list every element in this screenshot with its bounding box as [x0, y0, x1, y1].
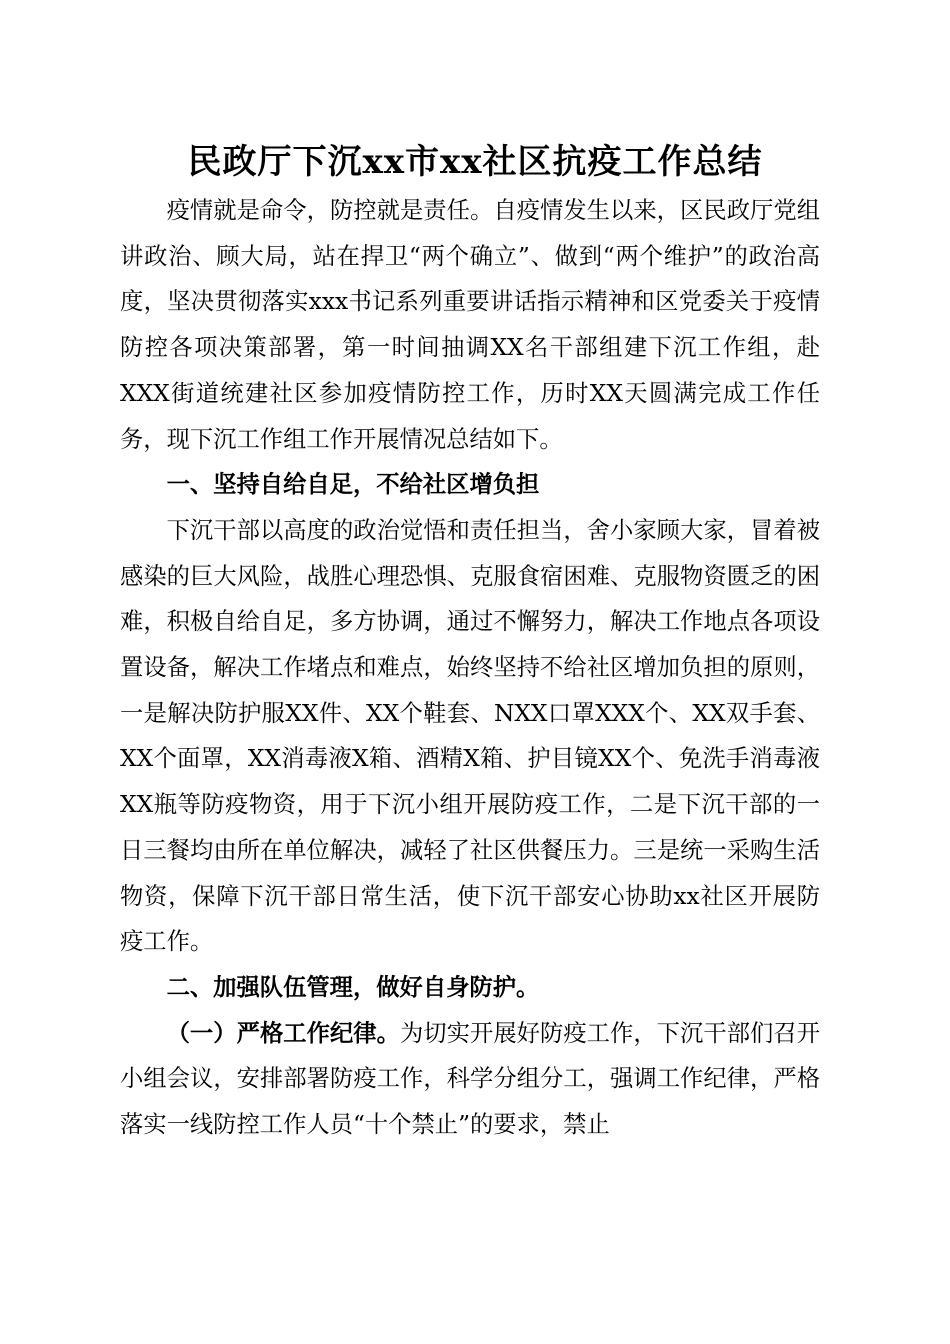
subsection-1-heading: （一）严格工作纪律。: [166, 1019, 400, 1047]
section-1-heading: 一、坚持自给自足，不给社区增负担: [166, 471, 540, 499]
document-title: 民政厅下沉xx市xx社区抗疫工作总结: [187, 142, 763, 182]
section-2-heading: 二、加强队伍管理，做好自身防护。: [166, 973, 540, 1001]
section-2-paragraph-1: [120, 1011, 820, 1148]
intro-paragraph: 疫情就是命令，防控就是责任。自疫情发生以来，区民政厅党组讲政治、顾大局，站在捍卫“两个确立”、做到“两个维护”的政治高度，坚决贯彻落实xxx书记系列重要讲话指示精神和区党委关于疫情防控各项决策部署，第一时间抽调XX名干部组建下沉工作组，赴XXX街道统建社区参加疫情防控工作，历时XX天圆满完成工作任务，现下沉工作组工作开展情况总结如下。: [120, 197, 820, 453]
subsection-1-body: 为切实开展好防疫工作，下沉干部们召开小组会议，安排部署防疫工作，科学分组分工，强调工作纪律，严格落实一线防控工作人员“十个禁止”的要求，禁止: [120, 1019, 821, 1139]
document-body: [120, 188, 820, 1148]
section-1-paragraph: 下沉干部以高度的政治觉悟和责任担当，舍小家顾大家，冒着被感染的巨大风险，战胜心理恐惧、克服食宿困难、克服物资匮乏的困难，积极自给自足，多方协调，通过不懈努力，解决工作地点各项设置设备，解决工作堵点和难点，始终坚持不给社区增加负担的原则，一是解决防护服XX件、XX个鞋套、NXX口罩XXX个、XX双手套、XX个面罩，XX消毒液X箱、酒精X箱、护目镜XX个、免洗手消毒液XX瓶等防疫物资，用于下沉小组开展防疫工作，二是下沉干部的一日三餐均由所在单位解决，减轻了社区供餐压力。三是统一采购生活物资，保障下沉干部日常生活，使下沉干部安心协助xx社区开展防疫工作。: [120, 516, 820, 956]
